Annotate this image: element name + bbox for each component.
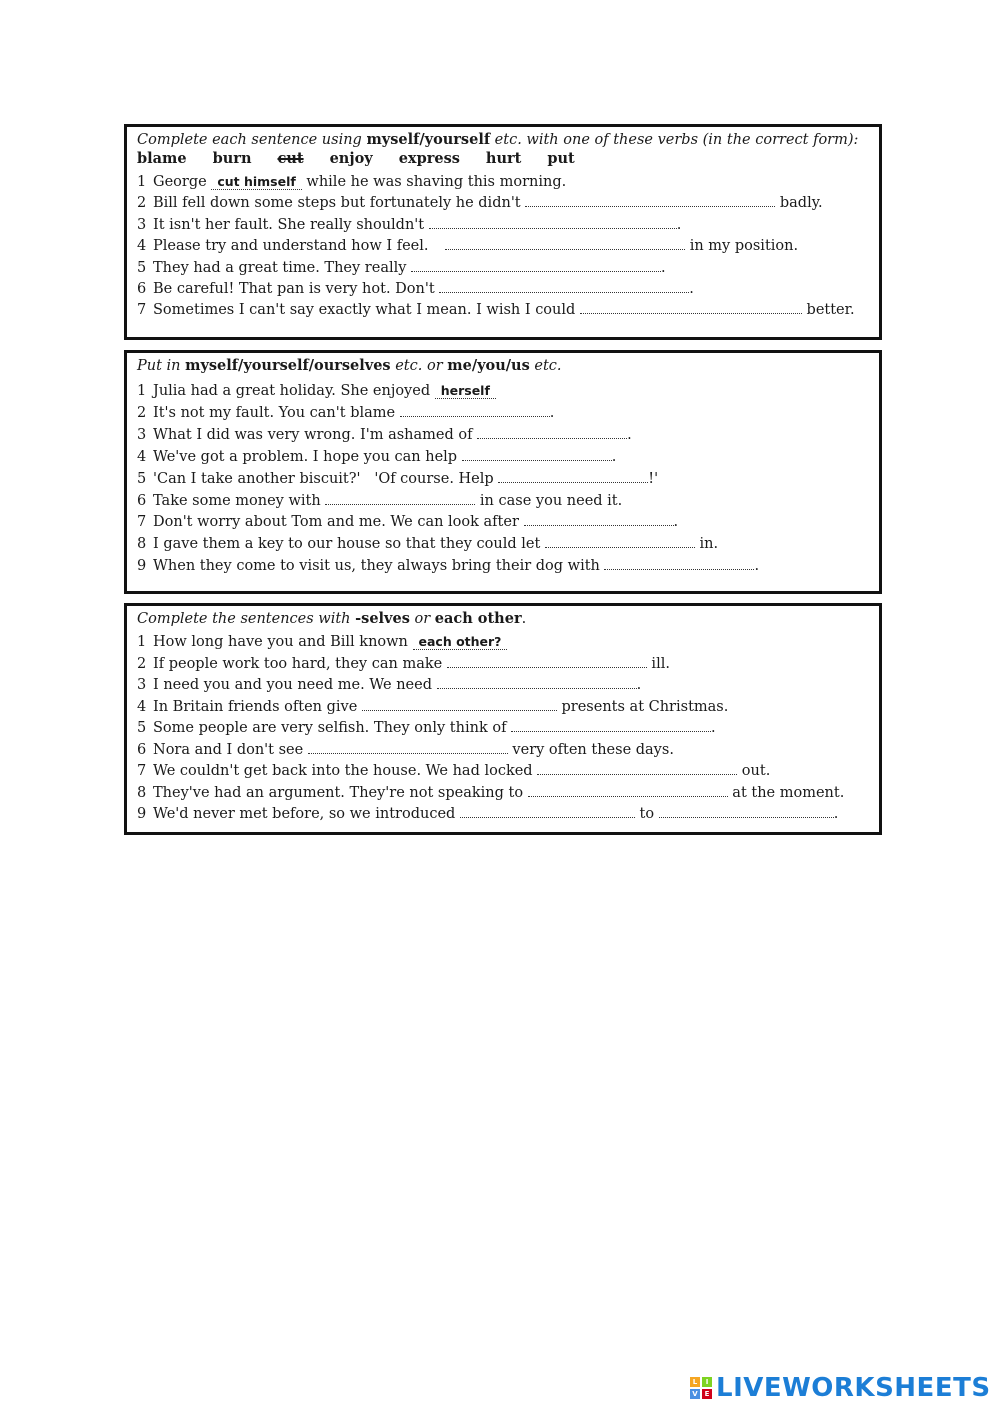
ex1-item-5: 5 They had a great time. They really .: [137, 259, 666, 276]
ex1-item-7: 7 Sometimes I can't say exactly what I mean. I wish I could better.: [137, 302, 855, 319]
ex3-blank-8[interactable]: [528, 784, 728, 797]
ex1-blank-7[interactable]: [580, 301, 802, 314]
ex1-item-3: 3 It isn't her fault. She really shouldn't .: [137, 216, 682, 233]
ex3-answer-1: each other?: [413, 635, 508, 650]
exercise-3-instruction: Complete the sentences with -selves or each other.: [137, 610, 527, 627]
verb-enjoy: enjoy: [329, 150, 373, 167]
ex3-blank-7[interactable]: [537, 762, 737, 775]
ex3-blank-6[interactable]: [308, 741, 508, 754]
ex1-item-4: 4 Please try and understand how I feel. in my position.: [137, 238, 799, 255]
ex3-item-6: 6 Nora and I don't see very often these days.: [137, 741, 674, 758]
ex2-blank-6[interactable]: [325, 492, 475, 505]
ex2-item-8: 8 I gave them a key to our house so that they could let in.: [137, 536, 719, 553]
ex2-item-7: 7 Don't worry about Tom and me. We can look after .: [137, 514, 679, 531]
verb-cut: cut: [277, 150, 304, 167]
ex3-blank-3[interactable]: [437, 676, 637, 689]
ex3-item-2: 2 If people work too hard, they can make ill.: [137, 655, 670, 672]
ex2-item-6: 6 Take some money with in case you need it.: [137, 492, 623, 509]
ex2-blank-7[interactable]: [524, 513, 674, 526]
verb-put: put: [547, 150, 575, 167]
ex1-item-2: 2 Bill fell down some steps but fortunately he didn't badly.: [137, 195, 823, 212]
ex1-blank-4[interactable]: [445, 237, 685, 250]
ex3-item-3: 3 I need you and you need me. We need .: [137, 677, 642, 693]
ex3-item-5: 5 Some people are very selfish. They only think of .: [137, 720, 716, 736]
ex2-blank-8[interactable]: [545, 535, 695, 548]
ex3-blank-4[interactable]: [362, 698, 557, 711]
ex3-blank-2[interactable]: [447, 655, 647, 668]
ex1-blank-2[interactable]: [525, 194, 775, 207]
ex2-blank-9[interactable]: [604, 557, 754, 570]
ex1-blank-6[interactable]: [439, 280, 689, 293]
exercise-2-instruction: Put in myself/yourself/ourselves etc. or me/you/us etc.: [137, 357, 562, 374]
ex1-blank-3[interactable]: [429, 216, 677, 229]
ex2-item-2: 2 It's not my fault. You can't blame .: [137, 404, 555, 421]
verb-hurt: hurt: [485, 150, 522, 167]
exercise-1-box: [124, 124, 882, 340]
verb-express: express: [398, 150, 460, 167]
ex2-blank-3[interactable]: [477, 426, 627, 439]
ex3-blank-9b[interactable]: [659, 805, 834, 818]
exercise-2-box: [124, 350, 882, 594]
ex3-item-9: 9 We'd never met before, so we introduced to .: [137, 806, 839, 822]
verb-burn: burn: [212, 150, 252, 167]
ex2-blank-4[interactable]: [462, 448, 612, 461]
ex1-answer-1: cut himself: [211, 175, 302, 190]
ex3-item-4: 4 In Britain friends often give presents at Christmas.: [137, 698, 729, 715]
ex2-item-5: 5 'Can I take another biscuit?' 'Of course. Help !': [137, 470, 659, 487]
ex2-blank-5[interactable]: [498, 470, 648, 483]
logo-mark-icon: L I V E: [690, 1377, 712, 1399]
verb-blame: blame: [137, 150, 187, 167]
exercise-1-instruction: Complete each sentence using myself/yourself etc. with one of these verbs (in the correct form):: [137, 131, 859, 148]
exercise-3-box: [124, 603, 882, 835]
ex1-item-6: 6 Be careful! That pan is very hot. Don't .: [137, 281, 694, 298]
ex2-item-9: 9 When they come to visit us, they always bring their dog with .: [137, 558, 760, 575]
ex2-blank-2[interactable]: [400, 404, 550, 417]
logo-text: LIVEWORKSHEETS: [716, 1373, 991, 1403]
ex1-item-1: 1 George cut himself while he was shaving this morning.: [137, 174, 567, 190]
ex2-answer-1: herself: [435, 384, 496, 399]
verb-list: [137, 150, 869, 168]
ex3-item-7: 7 We couldn't get back into the house. We had locked out.: [137, 763, 771, 779]
ex3-item-8: 8 They've had an argument. They're not speaking to at the moment.: [137, 784, 845, 801]
ex1-blank-5[interactable]: [411, 259, 661, 272]
ex2-item-1: 1 Julia had a great holiday. She enjoyed herself: [137, 381, 869, 403]
ex2-item-4: 4 We've got a problem. I hope you can help .: [137, 448, 617, 465]
ex3-blank-5[interactable]: [511, 719, 711, 732]
ex3-blank-9a[interactable]: [460, 805, 635, 818]
ex2-item-3: 3 What I did was very wrong. I'm ashamed of .: [137, 426, 632, 443]
liveworksheets-logo: [690, 1372, 991, 1404]
ex3-item-1: 1 How long have you and Bill known each other?: [137, 632, 869, 654]
